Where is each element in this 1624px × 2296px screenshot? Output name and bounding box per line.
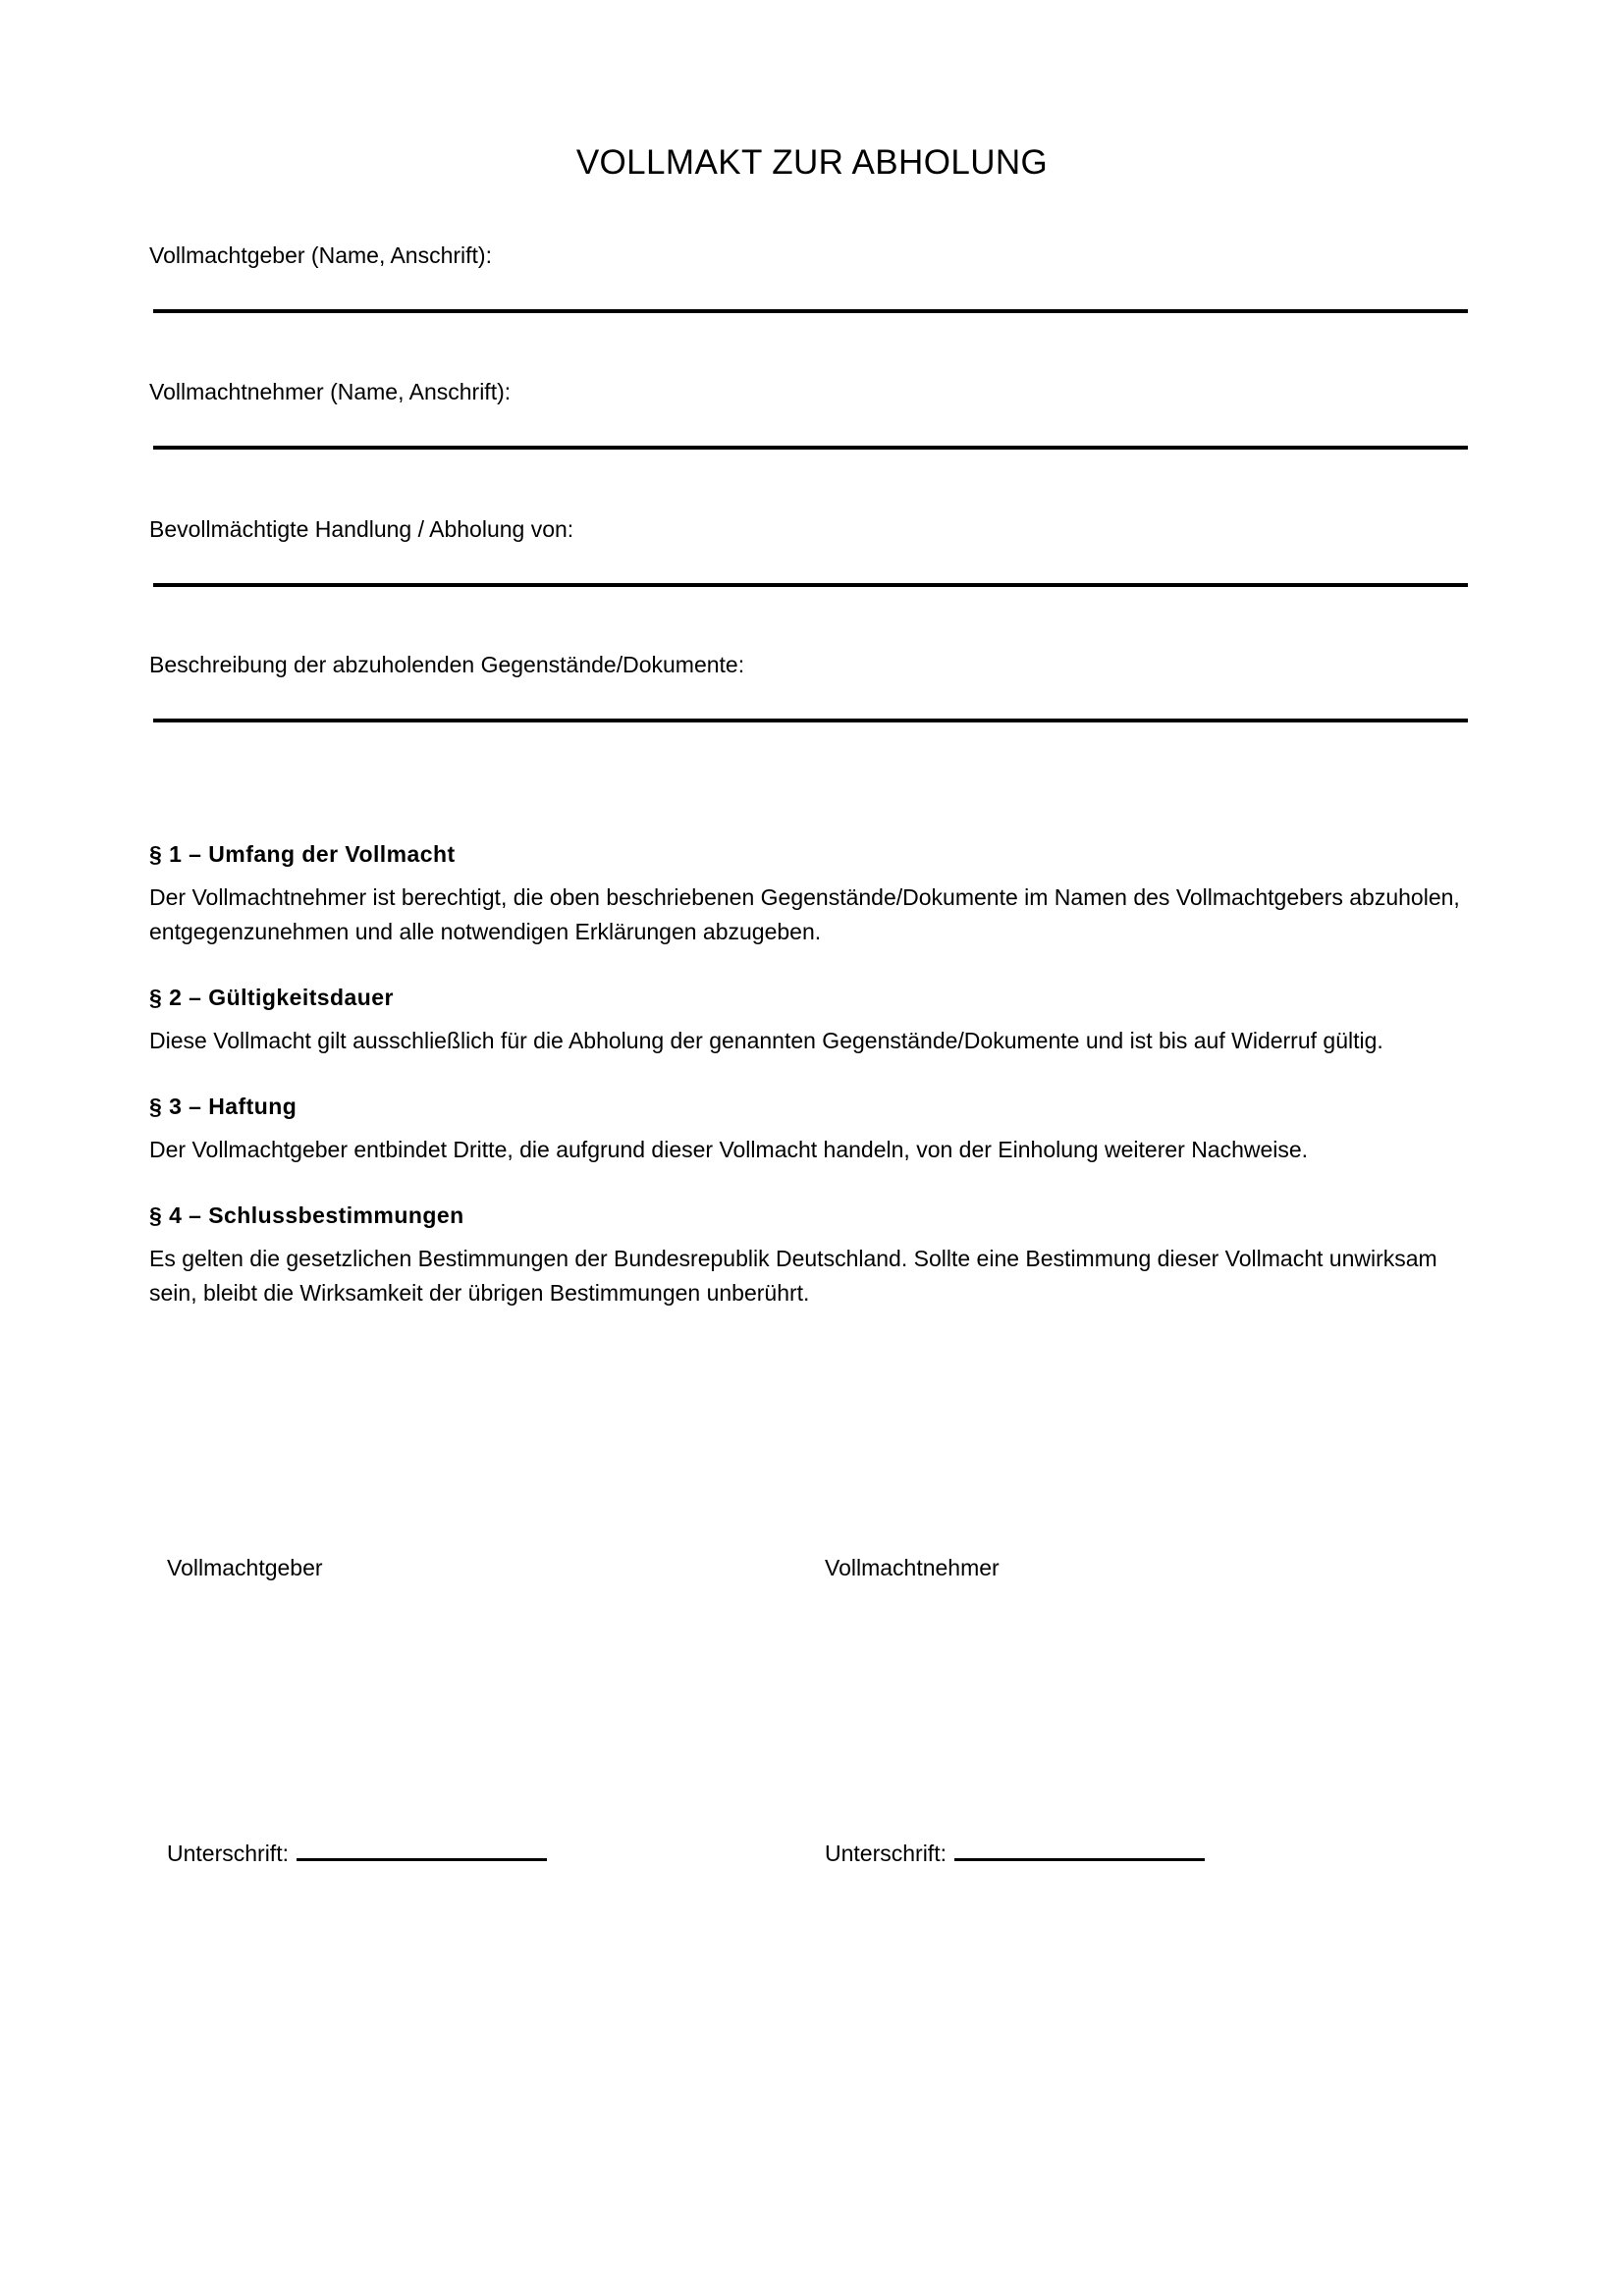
- clause-paragraph-4: [149, 1201, 1470, 1310]
- clause-paragraph-3: [149, 1092, 1470, 1167]
- clause-body-2: Diese Vollmacht gilt ausschließlich für die Abholung der genannten Gegenstände/Dokumente und ist bis auf Widerruf gültig.: [149, 1028, 1383, 1053]
- form-field-handlung: [149, 515, 1471, 545]
- signature-input-vollmachtgeber[interactable]: [297, 1839, 547, 1861]
- clause-heading-3: § 3 – Haftung: [149, 1093, 298, 1119]
- signature-label-vollmachtgeber: Unterschrift:: [167, 1841, 289, 1866]
- clause-body-1: Der Vollmachtnehmer ist berechtigt, die oben beschriebenen Gegenstände/Dokumente im Namen des Vollmachtgebers abzuholen, entgegenzunehmen und alle notwendigen Erklärungen abzugeben.: [149, 884, 1460, 944]
- signature-block-vollmachtnehmer: [825, 1839, 1205, 1869]
- page-title: VOLLMAKT ZUR ABHOLUNG: [575, 143, 1049, 183]
- field-label-vollmachtgeber: Vollmachtgeber (Name, Anschrift):: [149, 242, 492, 268]
- form-field-vollmachtgeber: [149, 241, 1471, 271]
- field-rule-handlung: [153, 583, 1468, 587]
- field-label-handlung: Bevollmächtigte Handlung / Abholung von:: [149, 516, 574, 542]
- signature-role-labels: [167, 1554, 1473, 1593]
- clauses-section: [149, 839, 1470, 1310]
- clause-body-4: Es gelten die gesetzlichen Bestimmungen der Bundesrepublik Deutschland. Sollte eine Bestimmung dieser Vollmacht unwirksam sein, bleibt die Wirksamkeit der übrigen Bestimmungen unberührt.: [149, 1246, 1437, 1306]
- signature-lines: [167, 1839, 1473, 1884]
- signature-role-vollmachtnehmer: Vollmachtnehmer: [825, 1555, 1000, 1580]
- clause-body-3: Der Vollmachtgeber entbindet Dritte, die aufgrund dieser Vollmacht handeln, von der Einholung weiterer Nachweise.: [149, 1137, 1309, 1162]
- signature-role-vollmachtgeber: Vollmachtgeber: [167, 1555, 323, 1580]
- form-field-beschreibung: [149, 651, 1471, 680]
- signature-section: [167, 1554, 1473, 1866]
- field-rule-beschreibung: [153, 719, 1468, 722]
- field-rule-vollmachtnehmer: [153, 446, 1468, 450]
- clause-paragraph-2: [149, 983, 1470, 1058]
- field-label-vollmachtnehmer: Vollmachtnehmer (Name, Anschrift):: [149, 379, 512, 404]
- field-label-beschreibung: Beschreibung der abzuholenden Gegenstände/Dokumente:: [149, 652, 745, 677]
- form-field-vollmachtnehmer: [149, 378, 1471, 407]
- clause-heading-1: § 1 – Umfang der Vollmacht: [149, 841, 456, 867]
- clause-heading-2: § 2 – Gültigkeitsdauer: [149, 984, 394, 1010]
- signature-input-vollmachtnehmer[interactable]: [954, 1839, 1205, 1861]
- field-rule-vollmachtgeber: [153, 309, 1468, 313]
- clause-heading-4: § 4 – Schlussbestimmungen: [149, 1201, 464, 1228]
- clause-paragraph-1: [149, 839, 1470, 949]
- signature-label-vollmachtnehmer: Unterschrift:: [825, 1841, 947, 1866]
- signature-block-vollmachtgeber: [167, 1839, 547, 1869]
